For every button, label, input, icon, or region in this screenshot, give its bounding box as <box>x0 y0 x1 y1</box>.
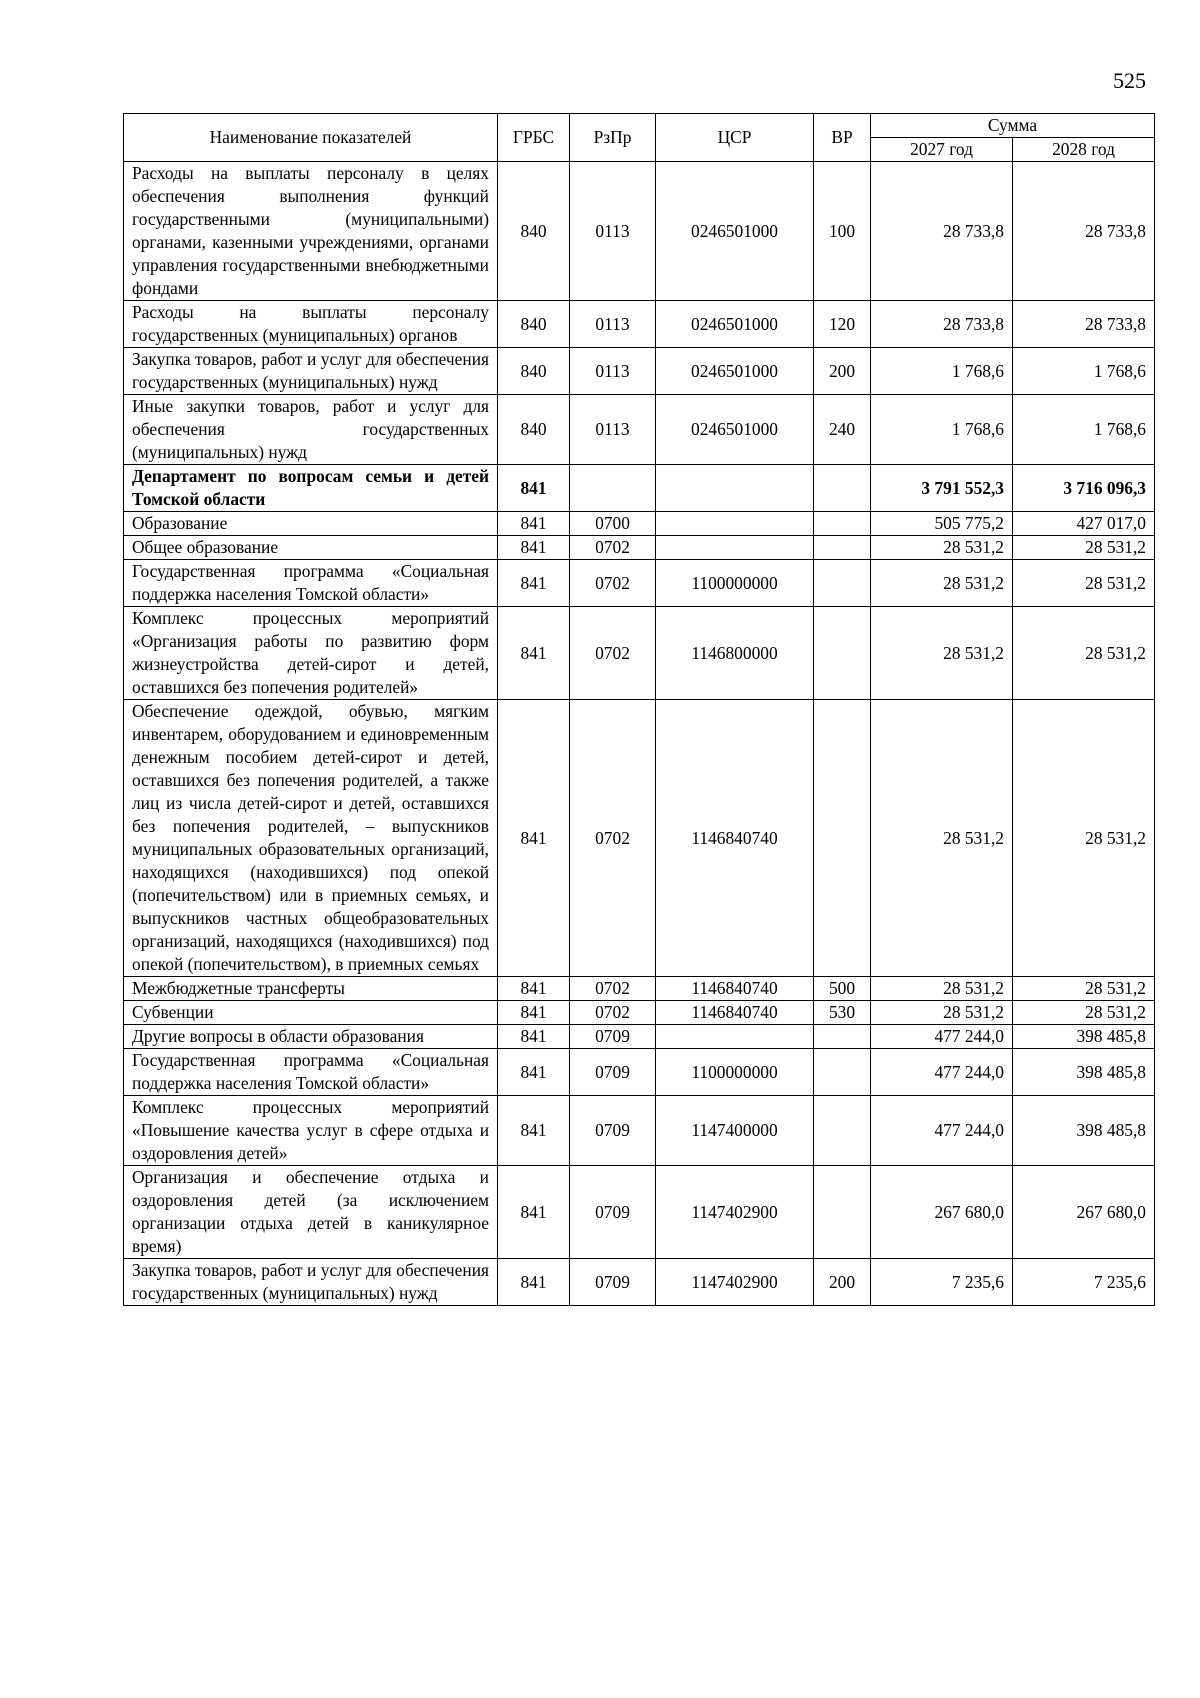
header-year-2028: 2028 год <box>1013 138 1155 162</box>
cell-name: Общее образование <box>124 536 498 560</box>
cell-sum-2028: 28 531,2 <box>1013 560 1155 607</box>
cell-sum-2027: 477 244,0 <box>871 1096 1013 1166</box>
cell-vr <box>814 512 871 536</box>
table-body <box>124 162 1155 1306</box>
cell-name: Другие вопросы в области образования <box>124 1025 498 1049</box>
cell-name: Организация и обеспечение отдыха и оздоровления детей (за исключением организации отдыха детей в каникулярное время) <box>124 1166 498 1259</box>
cell-rzpr: 0702 <box>570 700 656 977</box>
cell-vr <box>814 1096 871 1166</box>
table-row <box>124 162 1155 301</box>
cell-rzpr: 0702 <box>570 977 656 1001</box>
cell-sum-2027: 477 244,0 <box>871 1049 1013 1096</box>
cell-sum-2027: 1 768,6 <box>871 395 1013 465</box>
cell-grbs: 841 <box>498 1025 570 1049</box>
cell-sum-2028: 1 768,6 <box>1013 348 1155 395</box>
cell-vr <box>814 607 871 700</box>
cell-sum-2027: 28 531,2 <box>871 536 1013 560</box>
cell-csr <box>656 1025 814 1049</box>
cell-vr: 240 <box>814 395 871 465</box>
cell-sum-2027: 1 768,6 <box>871 348 1013 395</box>
cell-csr <box>656 512 814 536</box>
table-row <box>124 465 1155 512</box>
cell-sum-2028: 398 485,8 <box>1013 1049 1155 1096</box>
table-row <box>124 536 1155 560</box>
cell-sum-2027: 28 531,2 <box>871 1001 1013 1025</box>
cell-sum-2027: 477 244,0 <box>871 1025 1013 1049</box>
cell-name: Образование <box>124 512 498 536</box>
cell-sum-2028: 28 531,2 <box>1013 977 1155 1001</box>
cell-vr: 500 <box>814 977 871 1001</box>
page-number: 525 <box>1113 68 1146 93</box>
cell-name: Субвенции <box>124 1001 498 1025</box>
cell-sum-2028: 28 531,2 <box>1013 1001 1155 1025</box>
cell-sum-2028: 1 768,6 <box>1013 395 1155 465</box>
cell-name: Межбюджетные трансферты <box>124 977 498 1001</box>
cell-rzpr: 0709 <box>570 1166 656 1259</box>
cell-grbs: 840 <box>498 395 570 465</box>
cell-rzpr: 0113 <box>570 162 656 301</box>
table-row <box>124 1001 1155 1025</box>
table-row <box>124 1025 1155 1049</box>
cell-vr: 530 <box>814 1001 871 1025</box>
cell-csr: 0246501000 <box>656 301 814 348</box>
cell-name: Закупка товаров, работ и услуг для обеспечения государственных (муниципальных) нужд <box>124 348 498 395</box>
table-row <box>124 700 1155 977</box>
cell-rzpr: 0702 <box>570 607 656 700</box>
cell-vr: 200 <box>814 1259 871 1306</box>
cell-sum-2027: 28 531,2 <box>871 560 1013 607</box>
header-rzpr: РзПр <box>570 114 656 162</box>
cell-csr: 1100000000 <box>656 1049 814 1096</box>
cell-grbs: 841 <box>498 512 570 536</box>
table-row <box>124 1166 1155 1259</box>
cell-rzpr: 0709 <box>570 1259 656 1306</box>
cell-name: Государственная программа «Социальная поддержка населения Томской области» <box>124 1049 498 1096</box>
cell-rzpr: 0702 <box>570 536 656 560</box>
table-row <box>124 512 1155 536</box>
table-row <box>124 977 1155 1001</box>
cell-grbs: 840 <box>498 348 570 395</box>
cell-grbs: 841 <box>498 1096 570 1166</box>
cell-name: Государственная программа «Социальная поддержка населения Томской области» <box>124 560 498 607</box>
cell-sum-2028: 427 017,0 <box>1013 512 1155 536</box>
table-row <box>124 560 1155 607</box>
cell-rzpr: 0113 <box>570 301 656 348</box>
header-grbs: ГРБС <box>498 114 570 162</box>
cell-name: Департамент по вопросам семьи и детей Томской области <box>124 465 498 512</box>
cell-csr <box>656 536 814 560</box>
cell-name: Закупка товаров, работ и услуг для обеспечения государственных (муниципальных) нужд <box>124 1259 498 1306</box>
cell-sum-2027: 3 791 552,3 <box>871 465 1013 512</box>
cell-vr: 100 <box>814 162 871 301</box>
cell-csr: 1146840740 <box>656 700 814 977</box>
cell-sum-2027: 7 235,6 <box>871 1259 1013 1306</box>
cell-csr: 1147402900 <box>656 1259 814 1306</box>
cell-grbs: 841 <box>498 465 570 512</box>
cell-rzpr: 0113 <box>570 395 656 465</box>
cell-sum-2028: 28 531,2 <box>1013 700 1155 977</box>
cell-rzpr: 0702 <box>570 1001 656 1025</box>
cell-name: Расходы на выплаты персоналу в целях обеспечения выполнения функций государственными (муниципальными) органами, казенными учреждениями, органами управления государственными внебюджетными фондами <box>124 162 498 301</box>
cell-sum-2027: 505 775,2 <box>871 512 1013 536</box>
cell-sum-2028: 398 485,8 <box>1013 1096 1155 1166</box>
cell-csr: 1147402900 <box>656 1166 814 1259</box>
cell-sum-2027: 28 733,8 <box>871 162 1013 301</box>
cell-csr: 0246501000 <box>656 348 814 395</box>
cell-rzpr: 0709 <box>570 1096 656 1166</box>
header-name: Наименование показателей <box>124 114 498 162</box>
cell-sum-2028: 28 531,2 <box>1013 607 1155 700</box>
cell-csr: 1146840740 <box>656 1001 814 1025</box>
cell-sum-2027: 28 733,8 <box>871 301 1013 348</box>
cell-name: Обеспечение одеждой, обувью, мягким инвентарем, оборудованием и единовременным денежным пособием детей-сирот и детей, оставшихся без попечения родителей, а также лиц из числа детей-сирот и детей, оставшихся без попечения родителей, – выпускников муниципальных образовательных организаций, находящихся (находившихся) под опекой (попечительством) или в приемных семьях, и выпускников частных общеобразовательных организаций, находящихся (находившихся) под опекой (попечительством), в приемных семьях <box>124 700 498 977</box>
cell-csr <box>656 465 814 512</box>
cell-grbs: 841 <box>498 1259 570 1306</box>
header-vr: ВР <box>814 114 871 162</box>
cell-grbs: 840 <box>498 162 570 301</box>
cell-grbs: 840 <box>498 301 570 348</box>
cell-vr <box>814 1049 871 1096</box>
cell-rzpr: 0709 <box>570 1049 656 1096</box>
cell-grbs: 841 <box>498 1001 570 1025</box>
cell-grbs: 841 <box>498 700 570 977</box>
cell-sum-2028: 28 733,8 <box>1013 162 1155 301</box>
cell-sum-2028: 28 531,2 <box>1013 536 1155 560</box>
cell-sum-2027: 28 531,2 <box>871 607 1013 700</box>
cell-rzpr <box>570 465 656 512</box>
cell-rzpr: 0113 <box>570 348 656 395</box>
cell-sum-2027: 28 531,2 <box>871 700 1013 977</box>
cell-sum-2028: 267 680,0 <box>1013 1166 1155 1259</box>
cell-csr: 0246501000 <box>656 162 814 301</box>
cell-name: Иные закупки товаров, работ и услуг для обеспечения государственных (муниципальных) нужд <box>124 395 498 465</box>
cell-vr: 120 <box>814 301 871 348</box>
cell-name: Расходы на выплаты персоналу государственных (муниципальных) органов <box>124 301 498 348</box>
cell-vr <box>814 465 871 512</box>
cell-vr <box>814 536 871 560</box>
cell-sum-2027: 28 531,2 <box>871 977 1013 1001</box>
header-csr: ЦСР <box>656 114 814 162</box>
cell-vr: 200 <box>814 348 871 395</box>
header-year-2027: 2027 год <box>871 138 1013 162</box>
table-header-row <box>124 114 1155 138</box>
cell-grbs: 841 <box>498 607 570 700</box>
table-row <box>124 1259 1155 1306</box>
cell-sum-2028: 28 733,8 <box>1013 301 1155 348</box>
budget-table <box>123 113 1155 1306</box>
cell-rzpr: 0709 <box>570 1025 656 1049</box>
table-row <box>124 607 1155 700</box>
cell-vr <box>814 560 871 607</box>
cell-sum-2027: 267 680,0 <box>871 1166 1013 1259</box>
table-row <box>124 348 1155 395</box>
cell-name: Комплекс процессных мероприятий «Повышение качества услуг в сфере отдыха и оздоровления детей» <box>124 1096 498 1166</box>
cell-csr: 0246501000 <box>656 395 814 465</box>
cell-grbs: 841 <box>498 560 570 607</box>
cell-grbs: 841 <box>498 1049 570 1096</box>
cell-grbs: 841 <box>498 977 570 1001</box>
cell-sum-2028: 7 235,6 <box>1013 1259 1155 1306</box>
cell-csr: 1146840740 <box>656 977 814 1001</box>
cell-sum-2028: 3 716 096,3 <box>1013 465 1155 512</box>
cell-vr <box>814 1166 871 1259</box>
cell-grbs: 841 <box>498 536 570 560</box>
cell-name: Комплекс процессных мероприятий «Организация работы по развитию форм жизнеустройства детей-сирот и детей, оставшихся без попечения родителей» <box>124 607 498 700</box>
cell-sum-2028: 398 485,8 <box>1013 1025 1155 1049</box>
table-row <box>124 1096 1155 1166</box>
cell-rzpr: 0702 <box>570 560 656 607</box>
cell-vr <box>814 1025 871 1049</box>
cell-csr: 1147400000 <box>656 1096 814 1166</box>
cell-grbs: 841 <box>498 1166 570 1259</box>
cell-csr: 1146800000 <box>656 607 814 700</box>
cell-vr <box>814 700 871 977</box>
table-row <box>124 301 1155 348</box>
table-row <box>124 395 1155 465</box>
header-sum: Сумма <box>871 114 1155 138</box>
table-row <box>124 1049 1155 1096</box>
cell-csr: 1100000000 <box>656 560 814 607</box>
cell-rzpr: 0700 <box>570 512 656 536</box>
